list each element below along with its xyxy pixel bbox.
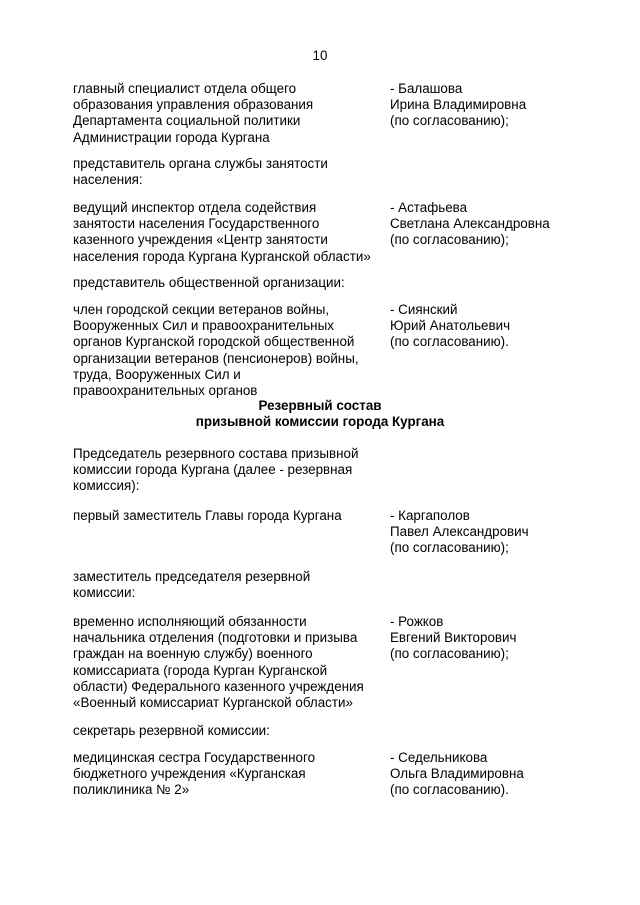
page-number: 10	[312, 48, 328, 63]
member-name: - Седельникова Ольга Владимировна (по согласованию).	[390, 750, 524, 798]
member-position: ведущий инспектор отдела содействия занятости населения Государственного казенного учреждения «Центр занятости населения города Кургана Курганской области»	[73, 200, 371, 264]
member-position: первый заместитель Главы города Кургана	[73, 508, 342, 523]
member-position: медицинская сестра Государственного бюджетного учреждения «Курганская поликлиника № 2»	[73, 750, 316, 798]
section-heading-reserve: Резервный состав призывной комиссии города Кургана	[195, 398, 445, 430]
member-position: временно исполняющий обязанности начальника отделения (подготовки и призыва граждан на военную службу) военного комиссариата (города Курган Курганской области) Федерального казенного учреждения «Военный комиссариат Курганской области»	[73, 614, 364, 711]
section-label: представитель органа службы занятости населения:	[73, 156, 328, 188]
member-name: - Каргаполов Павел Александрович (по согласованию);	[390, 508, 529, 556]
member-name: - Сиянский Юрий Анатольевич (по согласованию).	[390, 302, 511, 350]
member-name: - Рожков Евгений Викторович (по согласованию);	[390, 614, 517, 662]
section-label: заместитель председателя резервной комиссии:	[73, 569, 311, 601]
member-position: главный специалист отдела общего образования управления образования Департамента социальной политики Администрации города Кургана	[73, 81, 314, 145]
section-label: секретарь резервной комиссии:	[73, 723, 270, 738]
member-position: член городской секции ветеранов войны, Вооруженных Сил и правоохранительных органов Курганской городской общественной организации ветеранов (пенсионеров) войны, труда, Вооруженных Сил и правоохранительных органов	[73, 302, 359, 399]
member-name: - Балашова Ирина Владимировна (по согласованию);	[390, 81, 527, 129]
member-name: - Астафьева Светлана Александровна (по согласованию);	[390, 200, 550, 248]
section-label: Председатель резервного состава призывной комиссии города Кургана (далее - резервная комиссия):	[73, 446, 359, 494]
section-label: представитель общественной организации:	[73, 275, 345, 290]
